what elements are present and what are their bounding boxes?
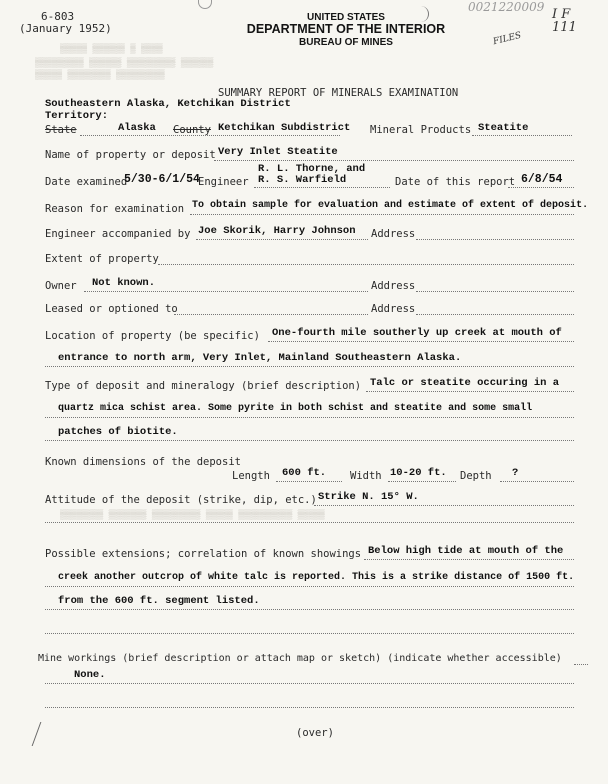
form-date: (January 1952) bbox=[19, 22, 112, 35]
accompanied-label: Engineer accompanied by bbox=[45, 228, 191, 240]
date-report-line bbox=[508, 187, 574, 188]
county-value: Ketchikan Subdistrict bbox=[218, 122, 351, 134]
extensions-value-3: from the 600 ft. segment listed. bbox=[58, 595, 260, 607]
location-value-1: One-fourth mile southerly up creek at mouth of bbox=[272, 327, 562, 339]
length-label: Length bbox=[232, 470, 270, 482]
owner-line bbox=[84, 291, 368, 292]
location-line-2 bbox=[45, 366, 574, 367]
type-line-3 bbox=[45, 440, 574, 441]
engineer-value-1: R. L. Thorne, and bbox=[258, 163, 366, 175]
location-line-1 bbox=[268, 341, 574, 342]
mineral-products-label: Mineral Products bbox=[370, 124, 472, 136]
type-line-1 bbox=[366, 391, 574, 392]
attitude-label: Attitude of the deposit (strike, dip, etc.) bbox=[45, 494, 317, 506]
accompanied-address-line bbox=[416, 239, 574, 240]
extensions-value-2: creek another outcrop of white talc is reported. This is a strike distance of 1500 ft. bbox=[58, 572, 575, 583]
bleed-through-text: ▒▒▒▒▒▒▒▒▒ ▒▒▒▒▒▒ ▒▒▒▒▒▒▒▒▒ ▒▒▒▒▒▒ bbox=[35, 58, 214, 68]
width-value: 10-20 ft. bbox=[390, 467, 447, 479]
state-label: State bbox=[45, 124, 77, 136]
extensions-line-1 bbox=[364, 559, 574, 560]
depth-label: Depth bbox=[460, 470, 492, 482]
length-value: 600 ft. bbox=[282, 467, 327, 479]
mineral-products-value: Steatite bbox=[478, 122, 529, 134]
width-line bbox=[388, 481, 456, 482]
date-report-label: Date of this report bbox=[395, 176, 516, 188]
type-value-3: patches of biotite. bbox=[58, 426, 178, 438]
extensions-line-3 bbox=[45, 609, 574, 610]
accompanied-address-label: Address bbox=[371, 228, 416, 240]
workings-value: None. bbox=[74, 669, 106, 681]
date-examined-label: Date examined bbox=[45, 176, 128, 188]
reason-line bbox=[190, 214, 574, 215]
leased-label: Leased or optioned to bbox=[45, 303, 178, 315]
owner-value: Not known. bbox=[92, 277, 156, 289]
reason-value: To obtain sample for evaluation and estimate of extent of deposit. bbox=[192, 200, 589, 211]
owner-address-label: Address bbox=[371, 280, 416, 292]
punch-hole-mark bbox=[198, 0, 212, 9]
agency-line-3: BUREAU OF MINES bbox=[299, 37, 393, 48]
extensions-label: Possible extensions; correlation of known showings bbox=[45, 548, 362, 560]
files-note: FILES bbox=[492, 30, 523, 48]
leased-address-line bbox=[416, 314, 574, 315]
date-report-value: 6/8/54 bbox=[521, 173, 563, 186]
engineer-value-2: R. S. Warfield bbox=[258, 174, 347, 186]
name-value: Very Inlet Steatite bbox=[218, 146, 338, 158]
agency-line-1: UNITED STATES bbox=[307, 12, 385, 23]
scan-edge-mark bbox=[32, 722, 50, 746]
district: Southeastern Alaska, Ketchikan District bbox=[45, 98, 291, 110]
name-line bbox=[214, 160, 574, 161]
territory-label: Territory: bbox=[45, 110, 109, 122]
owner-label: Owner bbox=[45, 280, 77, 292]
engineer-line bbox=[254, 187, 390, 188]
leased-line bbox=[174, 314, 368, 315]
type-line-2 bbox=[45, 417, 574, 418]
name-label: Name of property or deposit bbox=[45, 149, 216, 161]
county-label: County bbox=[173, 124, 211, 136]
bleed-through-text: ▒▒▒▒▒ ▒▒▒▒▒▒ ▒ ▒▒▒▒ bbox=[60, 44, 163, 54]
location-label: Location of property (be specific) bbox=[45, 330, 260, 342]
over-label: (over) bbox=[296, 727, 334, 739]
width-label: Width bbox=[350, 470, 382, 482]
extensions-line-4 bbox=[45, 633, 574, 634]
state-value: Alaska bbox=[118, 122, 156, 134]
type-label: Type of deposit and mineralogy (brief description) bbox=[45, 380, 362, 392]
attitude-line-1 bbox=[314, 505, 574, 506]
leased-address-label: Address bbox=[371, 303, 416, 315]
workings-line-1 bbox=[45, 683, 574, 684]
date-examined-value: 5/30-6/1/54 bbox=[124, 173, 200, 186]
workings-line-0 bbox=[574, 664, 588, 665]
depth-value: ? bbox=[512, 467, 519, 479]
mineral-products-line bbox=[472, 135, 572, 136]
attitude-line-2 bbox=[45, 522, 574, 523]
location-value-2: entrance to north arm, Very Inlet, Mainland Southeastern Alaska. bbox=[58, 352, 462, 364]
depth-line bbox=[500, 481, 574, 482]
extensions-line-2 bbox=[45, 586, 574, 587]
type-value-2: quartz mica schist area. Some pyrite in both schist and steatite and some small bbox=[58, 403, 533, 414]
extent-line bbox=[158, 264, 574, 265]
extent-label: Extent of property bbox=[45, 253, 159, 265]
accompanied-value: Joe Skorik, Harry Johnson bbox=[198, 225, 356, 237]
engineer-label: Engineer bbox=[198, 176, 249, 188]
stamp-number: 0021220009 bbox=[468, 0, 545, 14]
form-number: 6-803 bbox=[41, 10, 75, 23]
report-title: SUMMARY REPORT OF MINERALS EXAMINATION bbox=[218, 87, 459, 99]
length-line bbox=[276, 481, 342, 482]
extensions-value-1: Below high tide at mouth of the bbox=[368, 545, 564, 557]
bleed-through-text: ▒▒▒▒▒ ▒▒▒▒▒▒▒▒ ▒▒▒▒▒▒▒▒▒ bbox=[35, 70, 165, 80]
type-value-1: Talc or steatite occuring in a bbox=[370, 377, 560, 389]
accompanied-line bbox=[196, 239, 368, 240]
margin-note: I F 111 bbox=[552, 7, 577, 35]
agency-line-2: DEPARTMENT OF THE INTERIOR bbox=[246, 22, 446, 36]
workings-label: Mine workings (brief description or attach map or sketch) (indicate whether accessible) bbox=[38, 653, 562, 664]
reason-label: Reason for examination bbox=[45, 203, 185, 215]
bleed-through-text: ▒▒▒▒▒▒▒▒ ▒▒▒▒▒▒▒ ▒▒▒▒▒▒▒▒▒ ▒▒▒▒▒ ▒▒▒▒▒▒▒▒▒▒ ▒▒▒▒▒ bbox=[60, 510, 325, 520]
attitude-value: Strike N. 15° W. bbox=[318, 491, 419, 503]
owner-address-line bbox=[416, 291, 574, 292]
workings-line-2 bbox=[45, 707, 574, 708]
dimensions-label: Known dimensions of the deposit bbox=[45, 456, 241, 468]
